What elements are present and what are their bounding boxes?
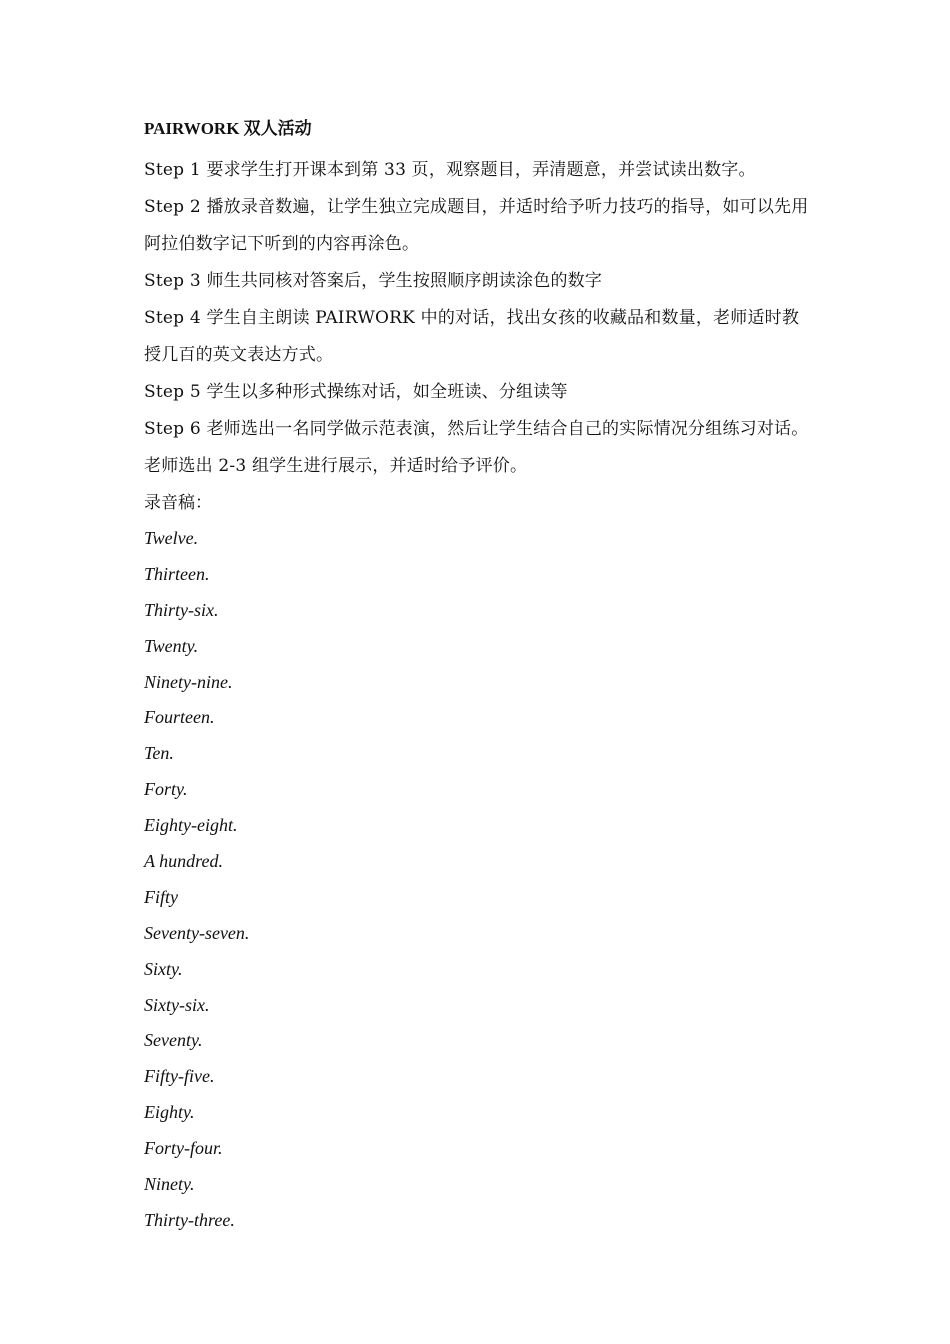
script-line: Forty. (144, 779, 188, 800)
script-line: Twenty. (144, 635, 199, 656)
step-3: Step 3 师生共同核对答案后，学生按照顺序朗读涂色的数字 (144, 271, 603, 291)
script-line: Sixty-six. (144, 994, 210, 1015)
step-6: Step 6 老师选出一名同学做示范表演，然后让学生结合自己的实际情况分组练习对话。老师选出 2-3 组学生进行展示，并适时给予评价。 (144, 419, 809, 476)
script-line: A hundred. (144, 851, 223, 872)
steps-list (144, 152, 809, 485)
document-content (144, 116, 809, 1239)
section-heading: PAIRWORK 双人活动 (144, 119, 312, 138)
step-2: Step 2 播放录音数遍，让学生独立完成题目，并适时给予听力技巧的指导，如可以先用阿拉伯数字记下听到的内容再涂色。 (144, 197, 809, 254)
script-line: Thirty-six. (144, 599, 219, 620)
script-line: Seventy. (144, 1030, 203, 1051)
script-line: Fifty (144, 886, 178, 907)
script-line: Eighty-eight. (144, 815, 238, 836)
script-line: Ten. (144, 743, 174, 764)
script-line: Ninety-nine. (144, 671, 233, 692)
step-5: Step 5 学生以多种形式操练对话，如全班读、分组读等 (144, 382, 568, 402)
script-lines (144, 521, 809, 1239)
script-line: Fifty-five. (144, 1066, 215, 1087)
script-line: Eighty. (144, 1102, 195, 1123)
script-line: Ninety. (144, 1174, 195, 1195)
script-line: Twelve. (144, 528, 199, 548)
script-line: Seventy-seven. (144, 922, 250, 943)
script-line: Thirteen. (144, 563, 210, 584)
step-4: Step 4 学生自主朗读 PAIRWORK 中的对话，找出女孩的收藏品和数量，老师适时教授几百的英文表达方式。 (144, 308, 800, 365)
script-line: Sixty. (144, 958, 183, 979)
step-1: Step 1 要求学生打开课本到第 33 页，观察题目，弄清题意，并尝试读出数字。 (144, 160, 756, 180)
script-line: Thirty-three. (144, 1209, 235, 1230)
script-line: Fourteen. (144, 707, 215, 728)
script-line: Forty-four. (144, 1138, 223, 1159)
script-label: 录音稿： (144, 493, 212, 513)
